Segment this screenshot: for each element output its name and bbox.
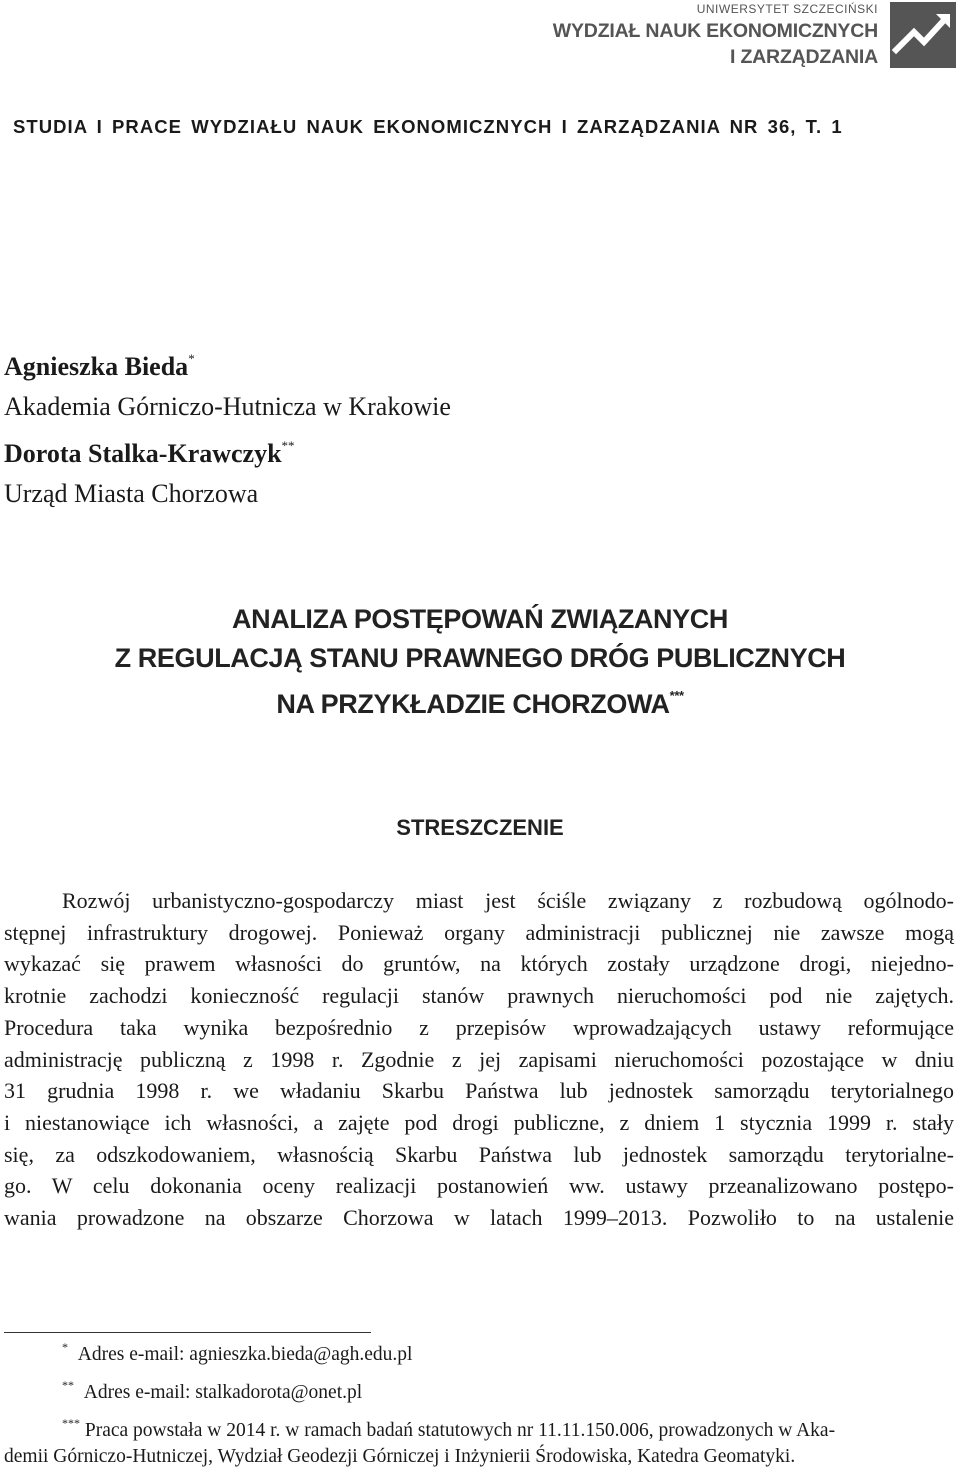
footnote-3 [62, 1416, 835, 1442]
logo-university: UNIWERSYTET SZCZECIŃSKI [696, 2, 878, 16]
abstract-line: go. W celu dokonania oceny realizacji postanowień ww. ustawy przeanalizowano postępo- [4, 1173, 954, 1199]
author-footnote-mark: ** [281, 438, 295, 453]
title-line [0, 677, 960, 724]
footnote-mark: * [62, 1340, 68, 1354]
abstract-heading: STRESZCZENIE [396, 815, 564, 840]
logo-line-2: I ZARZĄDZANIA [730, 46, 878, 68]
title-footnote-mark: *** [669, 688, 684, 703]
footnote-mark: ** [62, 1378, 74, 1392]
author-name: Dorota Stalka-Krawczyk [4, 439, 282, 468]
chart-arrow-logo-icon [890, 2, 956, 68]
abstract-line: wania prowadzone na obszarze Chorzowa w latach 1999–2013. Pozwoliło to na ustalenie [4, 1205, 954, 1231]
footnote-1 [62, 1340, 412, 1366]
logo-line-1: WYDZIAŁ NAUK EKONOMICZNYCH [552, 20, 878, 42]
author-affiliation: Akademia Górniczo-Hutnicza w Krakowie [4, 391, 451, 421]
abstract-line: administrację publiczną z 1998 r. Zgodnie z jej zapisami nieruchomości pozostające w dniu [4, 1046, 954, 1072]
paper-title [0, 600, 960, 724]
footnote-text: Adres e-mail: stalkadorota@onet.pl [83, 1382, 363, 1403]
author-2 [4, 426, 451, 474]
author-name: Agnieszka Bieda [4, 352, 189, 381]
title-line-text: NA PRZYKŁADZIE CHORZOWA [276, 689, 670, 719]
footnote-3-continued [4, 1446, 795, 1468]
abstract-line: się, za odszkodowaniem, własnością Skarbu Państwa lub jednostek samorządu terytorialne- [4, 1141, 954, 1167]
footnote-divider [4, 1332, 371, 1333]
faculty-logo [516, 2, 956, 74]
title-line: Z REGULACJĄ STANU PRAWNEGO DRÓG PUBLICZNYCH [114, 642, 846, 673]
abstract-line: 31 grudnia 1998 r. we władaniu Skarbu Państwa lub jednostek samorządu terytorialnego [4, 1078, 954, 1104]
footnote-text: demii Górniczo-Hutniczej, Wydział Geodezji Górniczej i Inżynierii Środowiska, Katedra Geomatyki. [4, 1446, 796, 1467]
abstract-line: wykazać się prawem własności do gruntów, na których zostały urządzone drogi, niejedno- [4, 951, 954, 977]
footnote-text: Adres e-mail: agnieszka.bieda@agh.edu.pl [77, 1344, 413, 1365]
author-affiliation: Urząd Miasta Chorzowa [4, 478, 259, 508]
abstract-text [4, 885, 954, 1234]
abstract-line: i niestanowiące ich własności, a zajęte pod drogi publiczne, z dniem 1 stycznia 1999 r. stały [4, 1109, 954, 1135]
abstract-line: krotnie zachodzi konieczność regulacji stanów prawnych nieruchomości pod nie zajętych. [4, 983, 954, 1009]
abstract-line: stępnej infrastruktury drogowej. Ponieważ organy administracji publicznej nie zawsze mogą [4, 919, 954, 945]
abstract-line: Rozwój urbanistyczno-gospodarczy miast jest ściśle związany z rozbudową ogólnodo- [62, 888, 954, 913]
abstract-line: Procedura taka wynika bezpośrednio z przepisów wprowadzających ustawy reformujące [4, 1014, 954, 1040]
title-line: ANALIZA POSTĘPOWAŃ ZWIĄZANYCH [232, 604, 728, 634]
authors-block [4, 339, 451, 513]
author-footnote-mark: * [188, 351, 195, 366]
author-1 [4, 339, 451, 387]
footnote-mark: *** [62, 1416, 80, 1430]
footnote-2 [62, 1378, 362, 1404]
footnote-text: Praca powstała w 2014 r. w ramach badań statutowych nr 11.11.150.006, prowadzonych w Aka- [84, 1420, 836, 1441]
journal-title: STUDIA I PRACE WYDZIAŁU NAUK EKONOMICZNYCH I ZARZĄDZANIA NR 36, T. 1 [13, 116, 843, 137]
